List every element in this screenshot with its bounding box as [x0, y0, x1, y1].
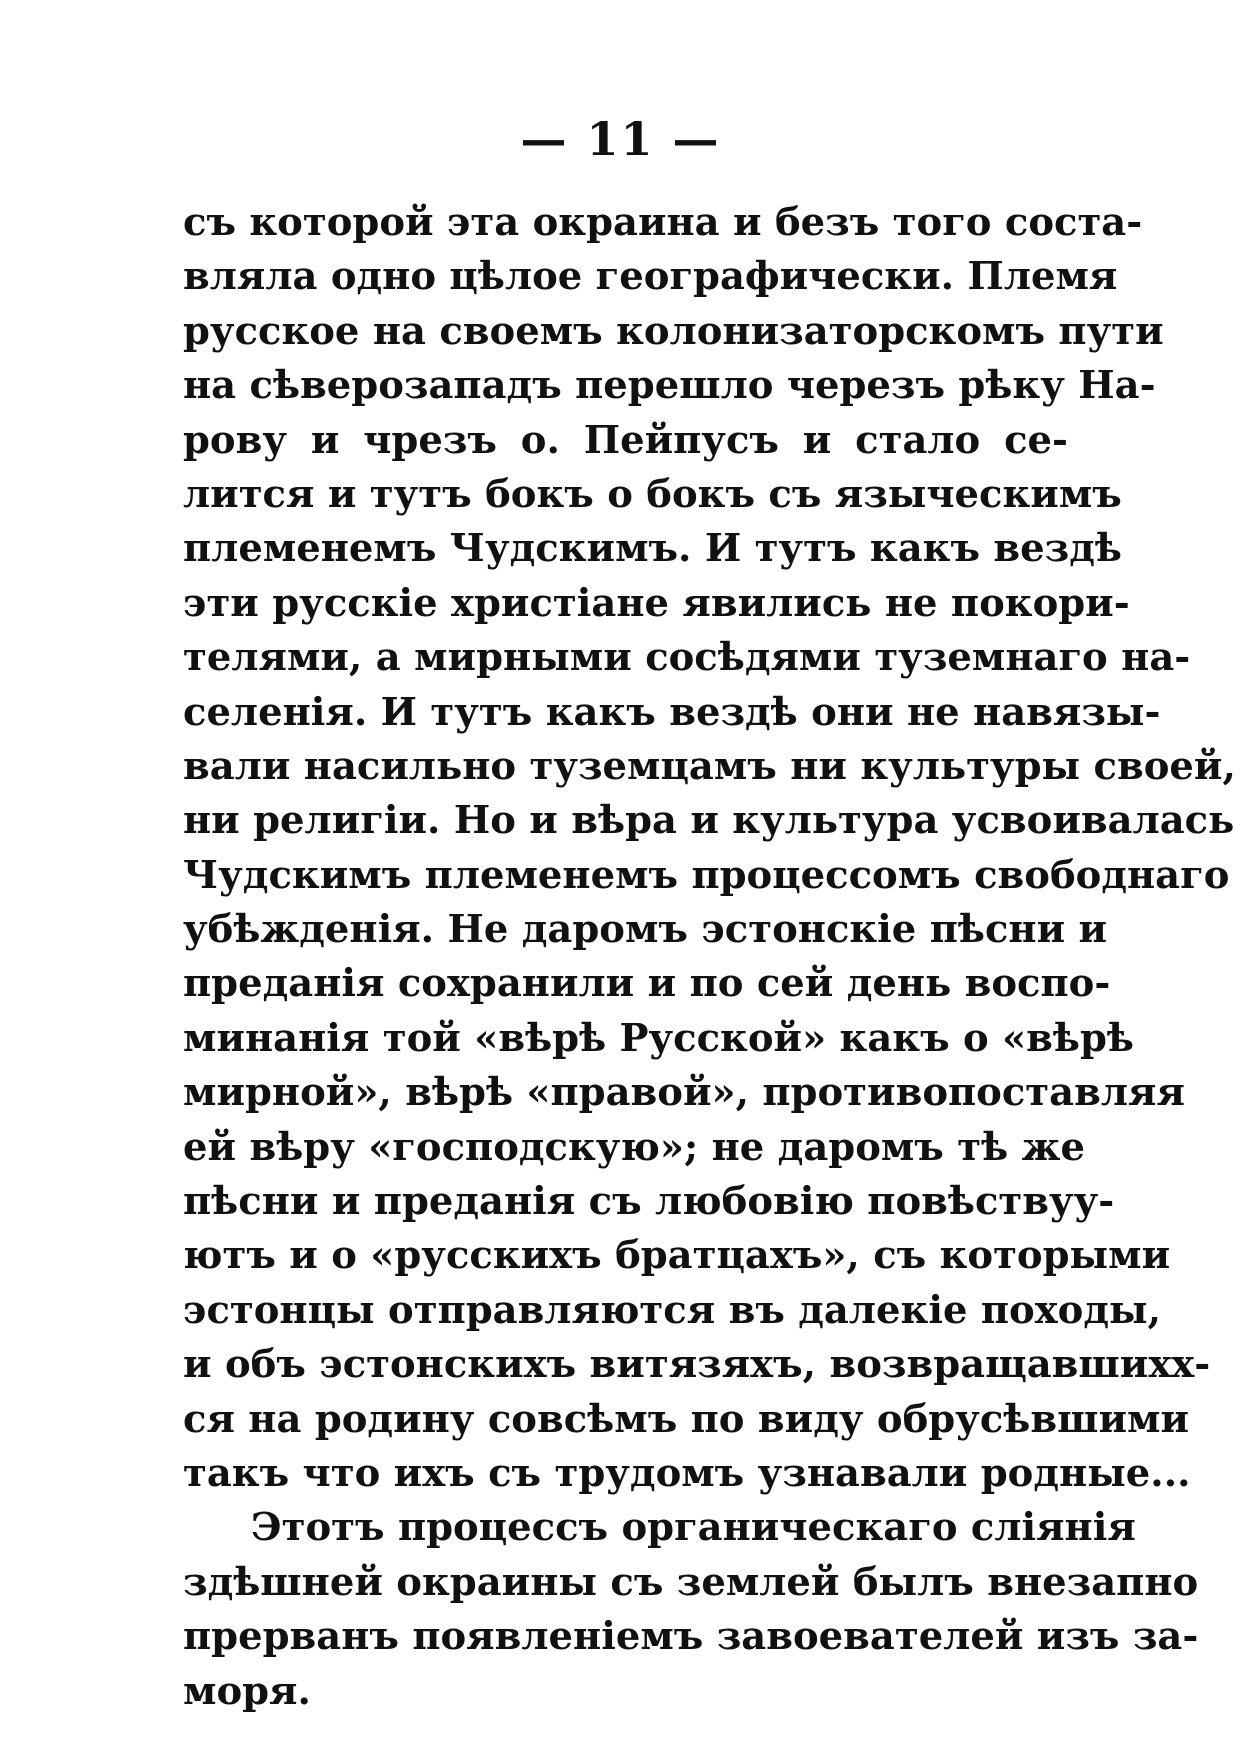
text-line: на сѣверозападъ перешло черезъ рѣку На- — [183, 363, 1156, 409]
text-line: такъ что ихъ съ трудомъ узнавали родные... — [183, 1450, 1191, 1496]
text-line: съ которой эта окраина и безъ того соста- — [183, 200, 1143, 245]
text-line: ютъ и о «русскихъ братцахъ», съ которыми — [183, 1233, 1171, 1279]
text-line: Чудскимъ племенемъ процессомъ свободнаго — [183, 852, 1230, 898]
text-line: телями, а мирными сосѣдями туземнаго на- — [183, 635, 1191, 681]
text-line: и объ эстонскихъ витязяхъ, возвращавшихх- — [183, 1342, 1211, 1388]
text-line: мирной», вѣрѣ «правой», противопоставляя — [183, 1070, 1185, 1116]
text-line: селенія. И тутъ какъ вездѣ они не навязы- — [183, 689, 1161, 735]
text-line: лится и тутъ бокъ о бокъ съ языческимъ — [183, 471, 1122, 517]
text-line: эти русскіе христіане явились не покори- — [183, 580, 1130, 626]
text-line: пѣсни и преданія съ любовію повѣствуу- — [183, 1179, 1115, 1225]
text-line: ей вѣру «господскую»; не даромъ тѣ же — [183, 1124, 1085, 1170]
text-line: племенемъ Чудскимъ. И тутъ какъ вездѣ — [183, 526, 1122, 572]
text-line: рову и чрезъ о. Пейпусъ и стало се- — [183, 417, 1068, 463]
text-line: преданія сохранили и по сей день воспо- — [183, 961, 1111, 1007]
page-number: — 11 — — [520, 112, 721, 166]
text-line: вляла одно цѣлое географически. Племя — [183, 254, 1118, 300]
text-line: минанія той «вѣрѣ Русской» какъ о «вѣрѣ — [183, 1015, 1134, 1061]
text-line: здѣшней окраины съ землей былъ внезапно — [183, 1559, 1199, 1605]
paragraph-2 — [183, 1501, 1199, 1719]
text-line: прерванъ появленіемъ завоевателей изъ за- — [183, 1614, 1199, 1660]
text-line: эстонцы отправляются въ далекіе походы, — [183, 1287, 1161, 1333]
text-line: ни религіи. Но и вѣра и культура усвоивалась — [183, 798, 1235, 844]
text-line: вали насильно туземцамъ ни культуры своей, — [183, 743, 1236, 789]
text-line: русское на своемъ колонизаторскомъ пути — [183, 308, 1164, 354]
text-line: ся на родину совсѣмъ по виду обрусѣвшими — [183, 1396, 1190, 1442]
paragraph-1 — [183, 196, 1236, 1501]
text-line: убѣжденія. Не даромъ эстонскіе пѣсни и — [183, 907, 1108, 953]
text-line: моря. — [183, 1668, 311, 1714]
body-text — [183, 196, 1236, 1719]
text-line: Этотъ процессъ органическаго сліянія — [251, 1505, 1136, 1551]
